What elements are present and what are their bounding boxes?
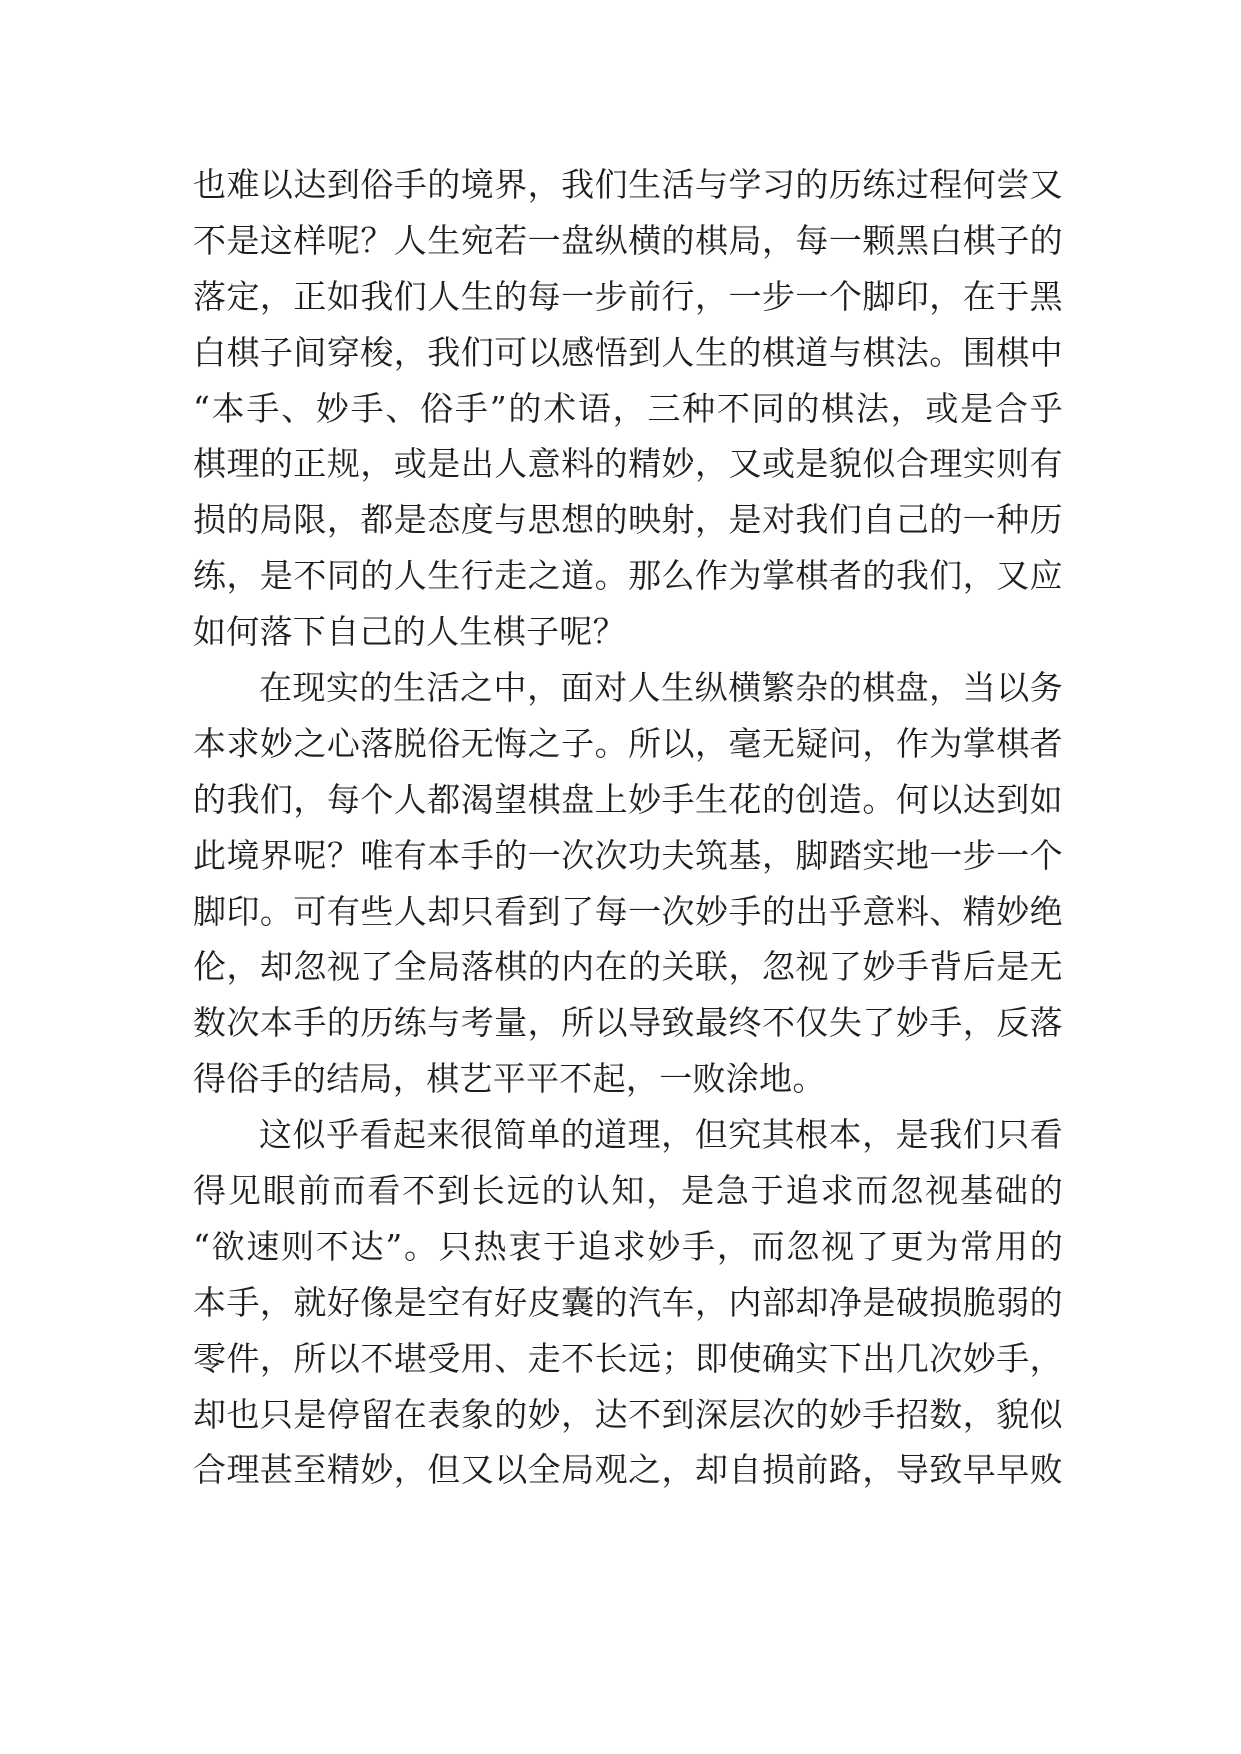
text-line: 落定，正如我们人生的每一步前行，一步一个脚印，在于黑 — [193, 276, 1063, 316]
text-line: 的我们，每个人都渴望棋盘上妙手生花的创造。何以达到如 — [193, 779, 1063, 819]
text-line: 脚印。可有些人却只看到了每一次妙手的出乎意料、精妙绝 — [193, 891, 1063, 931]
body-text — [193, 157, 1063, 1498]
text-line: 本手，就好像是空有好皮囊的汽车，内部却净是破损脆弱的 — [193, 1282, 1063, 1322]
text-line: 却也只是停留在表象的妙，达不到深层次的妙手招数，貌似 — [193, 1394, 1063, 1434]
text-line: 在现实的生活之中，面对人生纵横繁杂的棋盘，当以务 — [259, 668, 1063, 708]
text-line: 也难以达到俗手的境界，我们生活与学习的历练过程何尝又 — [193, 165, 1063, 204]
text-line: 这似乎看起来很简单的道理，但究其根本，是我们只看 — [259, 1115, 1063, 1155]
text-line: 得见眼前而看不到长远的认知，是急于追求而忽视基础的 — [193, 1171, 1063, 1211]
text-line: 伦，却忽视了全局落棋的内在的关联，忽视了妙手背后是无 — [193, 947, 1063, 987]
text-line: 棋理的正规，或是出人意料的精妙，又或是貌似合理实则有 — [193, 444, 1063, 484]
text-line: 练，是不同的人生行走之道。那么作为掌棋者的我们，又应 — [193, 556, 1063, 596]
text-line: “欲速则不达”。只热衷于追求妙手，而忽视了更为常用的 — [193, 1226, 1063, 1266]
text-line: 数次本手的历练与考量，所以导致最终不仅失了妙手，反落 — [193, 1003, 1063, 1043]
text-line: 得俗手的结局，棋艺平平不起，一败涂地。 — [193, 1059, 826, 1099]
text-line: 不是这样呢？人生宛若一盘纵横的棋局，每一颗黑白棋子的 — [193, 220, 1063, 260]
text-line: 本求妙之心落脱俗无悔之子。所以，毫无疑问，作为掌棋者 — [193, 723, 1063, 763]
text-line: 合理甚至精妙，但又以全局观之，却自损前路，导致早早败 — [193, 1450, 1063, 1490]
text-line: “本手、妙手、俗手”的术语，三种不同的棋法，或是合乎 — [193, 388, 1063, 428]
text-line: 损的局限，都是态度与思想的映射，是对我们自己的一种历 — [193, 500, 1063, 540]
text-line: 如何落下自己的人生棋子呢？ — [193, 612, 626, 652]
text-line: 零件，所以不堪受用、走不长远；即使确实下出几次妙手， — [193, 1338, 1063, 1378]
text-line: 白棋子间穿梭，我们可以感悟到人生的棋道与棋法。围棋中 — [193, 332, 1063, 372]
text-line: 此境界呢？唯有本手的一次次功夫筑基，脚踏实地一步一个 — [193, 835, 1063, 875]
